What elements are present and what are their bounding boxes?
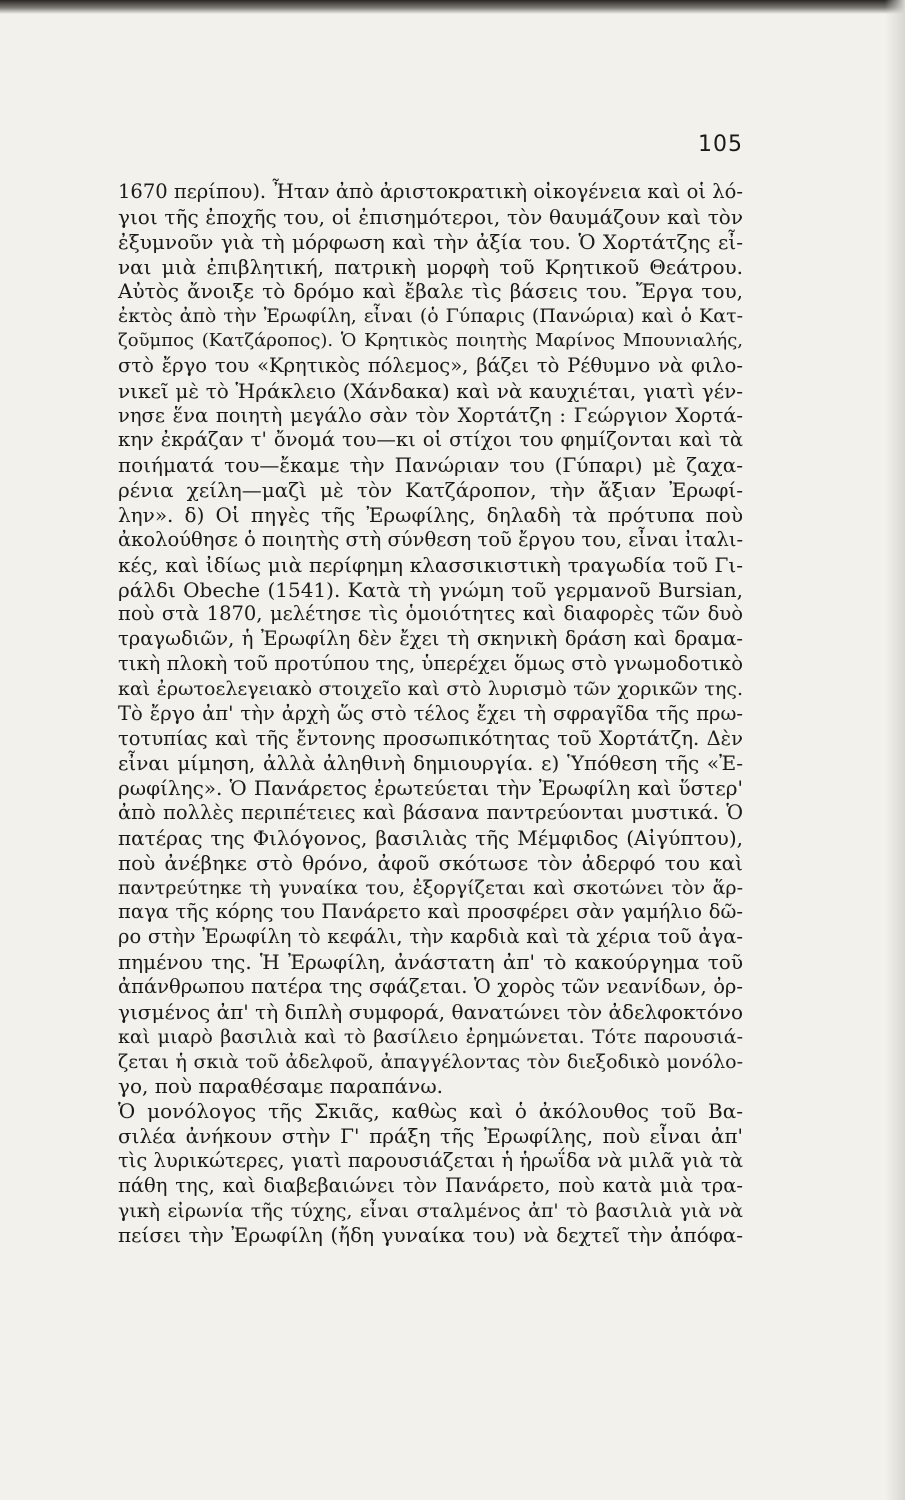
text-line: γικὴ εἰρωνία τῆς τύχης, εἶναι σταλμένος ἀπ' τὸ βασιλιὰ γιὰ νὰ <box>118 1199 743 1222</box>
text-line: πείσει τὴν Ἐρωφίλη (ἤδη γυναίκα του) νὰ δεχτεῖ τὴν ἀπόφα- <box>118 1223 743 1248</box>
text-line: ρο στὴν Ἐρωφίλη τὸ κεφάλι, τὴν καρδιὰ καὶ τὰ χέρια τοῦ ἀγα- <box>118 925 743 949</box>
text-line: ποιήματά του—ἔκαμε τὴν Πανώριαν του (Γύπαρι) μὲ ζαχα- <box>118 453 743 478</box>
text-line: καὶ μιαρὸ βασιλιὰ καὶ τὸ βασίλειο ἐρημώνεται. Τότε παρουσιά- <box>118 1025 743 1048</box>
text-line: νησε ἕνα ποιητὴ μεγάλο σὰν τὸν Χορτάτζη : Γεώργιον Χορτά- <box>118 403 743 427</box>
text-line: ζοῦμπος (Κατζάροπος). Ὁ Κρητικὸς ποιητὴς Μαρίνος Μπουνιαλής, <box>118 330 743 352</box>
text-line: παντρεύτηκε τὴ γυναίκα του, ἐξοργίζεται καὶ σκοτώνει τὸν ἅρ- <box>118 876 743 899</box>
scan-right-edge <box>885 0 905 1500</box>
text-line: 1670 περίπου). Ἦταν ἀπὸ ἀριστοκρατικὴ οἰκογένεια καὶ οἱ λό- <box>118 180 743 203</box>
text-line: ρένια χείλη—μαζὶ μὲ τὸν Κατζάροπον, τὴν ἄξιαν Ἐρωφί- <box>118 478 743 503</box>
text-line: νικεῖ μὲ τὸ Ἡράκλειο (Χάνδακα) καὶ νὰ καυχιέται, γιατὶ γέν- <box>118 378 743 403</box>
text-line: Τὸ ἔργο ἀπ' τὴν ἀρχὴ ὥς στὸ τέλος ἔχει τὴ σφραγῖδα τῆς πρω- <box>118 701 743 725</box>
text-line: τραγωδιῶν, ἡ Ἐρωφίλη δὲν ἔχει τὴ σκηνικὴ δράση καὶ δραμα- <box>118 627 743 651</box>
text-line: κην ἐκράζαν τ' ὄνομά του—κι οἱ στίχοι του φημίζονται καὶ τὰ <box>118 428 743 452</box>
text-line: σιλέα ἀνήκουν στὴν Γ' πράξη τῆς Ἐρωφίλης, ποὺ εἶναι ἀπ' <box>118 1124 743 1149</box>
text-line: στὸ ἔργο του «Κρητικὸς πόλεμος», βάζει τὸ Ρέθυμνο νὰ φιλο- <box>118 353 743 377</box>
text-line: ἀπὸ πολλὲς περιπέτειες καὶ βάσανα παντρεύονται μυστικά. Ὁ <box>118 801 743 825</box>
text-line: γο, ποὺ παραθέσαμε παραπάνω. <box>118 1074 443 1099</box>
text-line: τὶς λυρικώτερες, γιατὶ παρουσιάζεται ἡ ἡρωΐδα νὰ μιλᾶ γιὰ τὰ <box>118 1148 744 1172</box>
text-line: Ὁ μονόλογος τῆς Σκιᾶς, καθὼς καὶ ὁ ἀκόλουθος τοῦ Βα- <box>118 1099 743 1124</box>
text-line: ἐξυμνοῦν γιὰ τὴ μόρφωση καὶ τὴν ἀξία του. Ὁ Χορτάτζης εἶ- <box>118 229 743 254</box>
text-line: τικὴ πλοκὴ τοῦ προτύπου της, ὑπερέχει ὅμως στὸ γνωμοδοτικὸ <box>118 652 743 676</box>
text-line: ποὺ ἀνέβηκε στὸ θρόνο, ἀφοῦ σκότωσε τὸν ἀδερφό του καὶ <box>118 850 743 875</box>
body-text <box>118 180 743 1248</box>
text-line: τοτυπίας καὶ τῆς ἔντονης προσωπικότητας τοῦ Χορτάτζη. Δὲν <box>118 726 743 750</box>
text-line: ἀπάνθρωπου πατέρα της σφάζεται. Ὁ χορὸς τῶν νεανίδων, ὀρ- <box>118 975 743 998</box>
text-line: πατέρας της Φιλόγονος, βασιλιὰς τῆς Μέμφιδος (Αἰγύπτου), <box>118 825 743 850</box>
text-line: πημένου της. Ἡ Ἐρωφίλη, ἀνάστατη ἀπ' τὸ κακούργημα τοῦ <box>118 950 743 975</box>
text-line: λην». δ) Οἱ πηγὲς τῆς Ἐρωφίλης, δηλαδὴ τὰ πρότυπα ποὺ <box>118 502 743 527</box>
text-line: ράλδι Obeche (1541). Κατὰ τὴ γνώμη τοῦ γερμανοῦ Bursian, <box>118 577 743 602</box>
text-line: καὶ ἐρωτοελεγειακὸ στοιχεῖο καὶ στὸ λυρισμὸ τῶν χορικῶν της. <box>118 677 743 700</box>
text-line: πάθη της, καὶ διαβεβαιώνει τὸν Πανάρετο, ποὺ κατὰ μιὰ τρα- <box>118 1173 743 1197</box>
text-line: εἶναι μίμηση, ἀλλὰ ἀληθινὴ δημιουργία. ε) Ὑπόθεση τῆς «Ἐ- <box>118 751 743 776</box>
text-line: ζεται ἡ σκιὰ τοῦ ἀδελφοῦ, ἀπαγγέλοντας τὸν διεξοδικὸ μονόλο- <box>118 1050 743 1073</box>
text-line: κές, καὶ ἰδίως μιὰ περίφημη κλασσικιστικὴ τραγωδία τοῦ Γι- <box>118 552 743 577</box>
text-line: γισμένος ἀπ' τὴ διπλὴ συμφορά, θανατώνει τὸν ἀδελφοκτόνο <box>118 999 743 1024</box>
text-line: γιοι τῆς ἐποχῆς του, οἱ ἐπισημότεροι, τὸν θαυμάζουν καὶ τὸν <box>118 204 743 229</box>
text-line: ρωφίλης». Ὁ Πανάρετος ἐρωτεύεται τὴν Ἐρωφίλη καὶ ὕστερ' <box>118 776 743 801</box>
text-line: Αὐτὸς ἄνοιξε τὸ δρόμο καὶ ἔβαλε τὶς βάσεις του. Ἔργα του, <box>118 279 743 304</box>
page-number: 105 <box>698 132 743 157</box>
text-line: ποὺ στὰ 1870, μελέτησε τὶς ὁμοιότητες καὶ διαφορὲς τῶν δυὸ <box>118 602 743 626</box>
text-line: παγα τῆς κόρης του Πανάρετο καὶ προσφέρει σὰν γαμήλιο δῶ- <box>118 900 743 924</box>
scan-top-edge <box>0 0 905 14</box>
text-line: ἐκτὸς ἀπὸ τὴν Ἐρωφίλη, εἶναι (ὁ Γύπαρις (Πανώρια) καὶ ὁ Κατ- <box>118 305 743 328</box>
text-line: ναι μιὰ ἐπιβλητική, πατρικὴ μορφὴ τοῦ Κρητικοῦ Θεάτρου. <box>118 254 743 279</box>
text-line: ἀκολούθησε ὁ ποιητὴς στὴ σύνθεση τοῦ ἔργου του, εἶναι ἰταλι- <box>118 527 744 551</box>
